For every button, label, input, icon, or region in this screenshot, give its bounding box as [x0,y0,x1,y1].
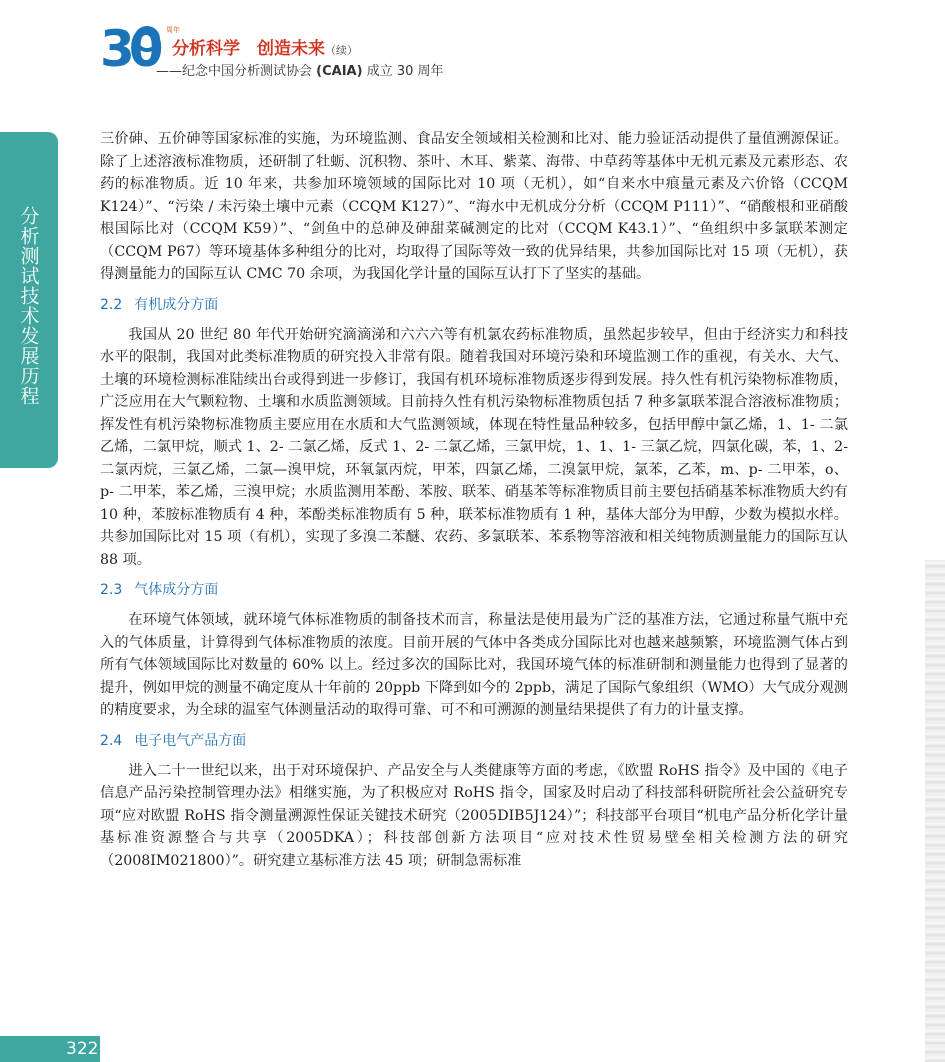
section-heading-2-4 [100,731,848,751]
subtitle-prefix: ——纪念中国分析测试协会 [156,64,313,79]
subtitle-abbr: (CAIA) [316,64,363,79]
paragraph-continued: 三价砷、五价砷等国家标准的实施，为环境监测、食品安全领域相关检测和比对、能力验证活动提供了量值溯源保证。除了上述溶液标准物质，还研制了牡蛎、沉积物、茶叶、木耳、紫菜、海带、中草药等基体中无机元素及元素形态、农药的标准物质。近 10 年来，共参加环境领域的国际比对 10 项（无机），如“自来水中痕量元素及六价铬（CCQM K124）”、“污染 / 未污染土壤中元素（CCQM K127）”、“海水中无机成分分析（CCQM P111）”、“硝酸根和亚硝酸根国际比对（CCQM K59）”、“剑鱼中的总砷及砷甜菜碱测定的比对（CCQM K43.1）”、“鱼组织中多氯联苯测定（CCQM P67）等环境基体多种组分的比对，均取得了国际等效一致的优异结果，共参加国际比对 15 项（无机），获得测量能力的国际互认 CMC 70 余项，为我国化学计量的国际互认打下了坚实的基础。 [100,131,848,282]
section-number: 2.3 [100,582,123,598]
anniversary-logo-number: 30 [100,20,158,78]
logo-small-text: 周年 [166,26,180,34]
header-subtitle [156,60,444,79]
decorative-edge-illustration [925,560,945,1062]
section-number: 2.2 [100,296,123,313]
chapter-side-tab [0,132,58,468]
caia-logo-icon [134,26,160,52]
page-number: 322 [66,1039,99,1059]
paragraph-electronics: 进入二十一世纪以来，出于对环境保护、产品安全与人类健康等方面的考虑，《欧盟 RoHS 指令》及中国的《电子信息产品污染控制管理办法》相继实施，为了积极应对 RoHS 指令，国家及时启动了科技部科研院所社会公益研究专项“应对欧盟 RoHS 指令测量溯源性保证关键技术研究（2005DIB5J124）”；科技部平台项目“机电产品分析化学计量基标准资源整合与共享（2005DKA）；科技部创新方法项目“应对技术性贸易壁垒相关检测方法的研究（2008IM021800）”。研究建立基标准方法 45 项；研制急需标准 [100,762,848,869]
chapter-side-tab-label: 分析测试技术发展历程 [17,206,40,406]
paragraph-organic: 我国从 20 世纪 80 年代开始研究滴滴涕和六六六等有机氯农药标准物质，虽然起步较早，但由于经济实力和科技水平的限制，我国对此类标准物质的研究投入非常有限。随着我国对环境污染和环境监测工作的重视，有关水、大气、土壤的环境检测标准陆续出台或得到进一步修订，我国有机环境标准物质逐步得到发展。持久性有机污染物标准物质，广泛应用在大气颗粒物、土壤和水质监测领域。目前持久性有机污染物标准物质包括 7 种多氯联苯混合溶液标准物质；挥发性有机污染物标准物质主要应用在水质和大气监测领域，体现在特性量品种较多，包括甲醇中氯乙烯，1、1- 二氯乙烯，二氯甲烷，顺式 1、2- 二氯乙烯，反式 1、2- 二氯乙烯，三氯甲烷，1、1、1- 三氯乙烷，四氯化碳，苯，1、2- 二氯丙烷，三氯乙烯，二氯—溴甲烷，环氧氯丙烷，甲苯，四氯乙烯，二溴氯甲烷，氯苯，乙苯，m、p- 二甲苯，o、p- 二甲苯，苯乙烯，三溴甲烷；水质监测用苯酚、苯胺、联苯、硝基苯等标准物质目前主要包括硝基苯标准物质大约有 10 种，苯胺标准物质有 4 种，苯酚类标准物质有 5 种，联苯标准物质有 1 种，基体大部分为甲醇，少数为模拟水样。共参加国际比对 15 项（有机），实现了多溴二苯醚、农药、多氯联苯、苯系物等溶液和相关纯物质测量能力的国际互认 88 项。 [100,326,848,568]
section-title: 电子电气产品方面 [134,732,247,749]
header-title-text: 分析科学 创造未来 [172,39,325,59]
page-header [100,22,520,80]
section-heading-2-2 [100,295,848,315]
subtitle-suffix: 成立 30 周年 [366,64,444,79]
section-title: 有机成分方面 [134,296,219,313]
section-number: 2.4 [100,732,123,749]
article-body [100,128,848,872]
section-heading-2-3 [100,580,848,600]
header-title-cont: （续） [325,44,358,57]
header-title [172,34,358,59]
section-title: 气体成分方面 [134,582,219,598]
paragraph-gas: 在环境气体领域，就环境气体标准物质的制备技术而言，称量法是使用最为广泛的基准方法，它通过称量气瓶中充入的气体质量，计算得到气体标准物质的浓度。目前开展的气体中各类成分国际比对也越来越频繁，环境监测气体占到所有气体领域国际比对数量的 60% 以上。经过多次的国际比对，我国环境气体的标准研制和测量能力也得到了显著的提升，例如甲烷的测量不确定度从十年前的 20ppb 下降到如今的 2ppb，满足了国际气象组织（WMO）大气成分观测的精度要求，为全球的温室气体测量活动的取得可靠、可不和可溯源的测量结果提供了有力的计量支撑。 [100,612,848,718]
